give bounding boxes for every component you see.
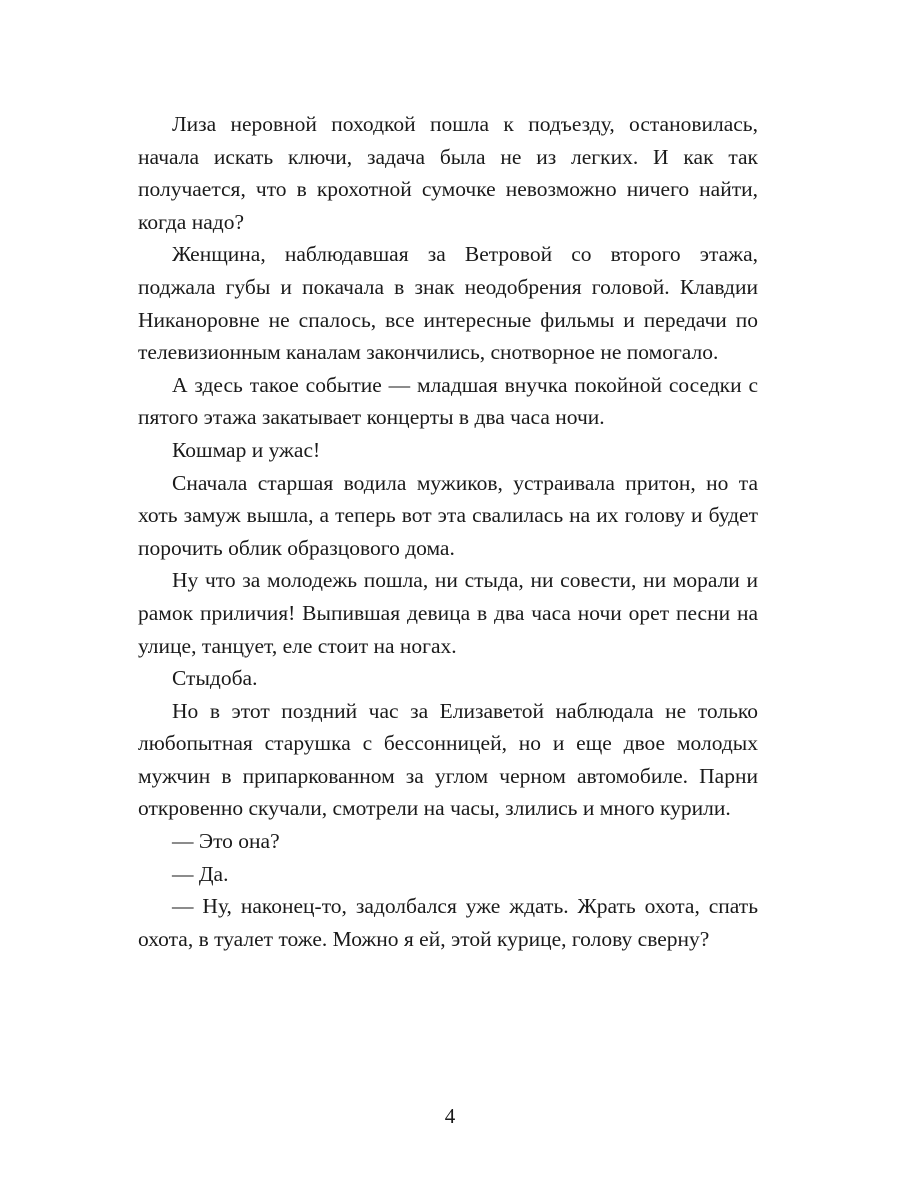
dialogue-line-1: — Это она? — [172, 829, 280, 854]
paragraph-1: Лиза неровной походкой пошла к подъезду, остановилась, начала искать ключи, задача была не из легких. И как так получается, что в крохотной сумочке невозможно ничего найти, когда надо? — [138, 112, 758, 234]
paragraph-5: Сначала старшая водила мужиков, устраивала притон, но та хоть замуж вышла, а теперь вот эта свалилась на их голову и будет порочить облик образцового дома. — [138, 470, 758, 560]
paragraph-4: Кошмар и ужас! — [172, 437, 321, 462]
paragraph-3: А здесь такое событие — младшая внучка покойной соседки с пятого этажа закатывает концерты в два часа ночи. — [138, 372, 758, 430]
page-body — [138, 108, 758, 955]
dialogue-line-2: — Да. — [172, 861, 229, 886]
page-number: 4 — [444, 1104, 456, 1128]
paragraph-8: Но в этот поздний час за Елизаветой наблюдала не только любопытная старушка с бессонницей, но и еще двое молодых мужчин в припаркованном за углом черном автомобиле. Парни откровенно скучали, смотрели на часы, злились и много курили. — [138, 698, 758, 821]
dialogue-line-3: — Ну, наконец-то, задолбался уже ждать. Жрать охота, спать охота, в туалет тоже. Можно я ей, этой курице, голову сверну? — [138, 894, 758, 951]
paragraph-2: Женщина, наблюдавшая за Ветровой со второго этажа, поджала губы и покачала в знак неодобрения головой. Клавдии Никаноровне не спалось, все интересные фильмы и передачи по телевизионным каналам закончились, снотворное не помогало. — [138, 242, 758, 365]
paragraph-7: Стыдоба. — [172, 666, 258, 691]
paragraph-6: Ну что за молодежь пошла, ни стыда, ни совести, ни морали и рамок приличия! Выпившая девица в два часа ночи орет песни на улице, танцует, еле стоит на ногах. — [138, 568, 758, 658]
